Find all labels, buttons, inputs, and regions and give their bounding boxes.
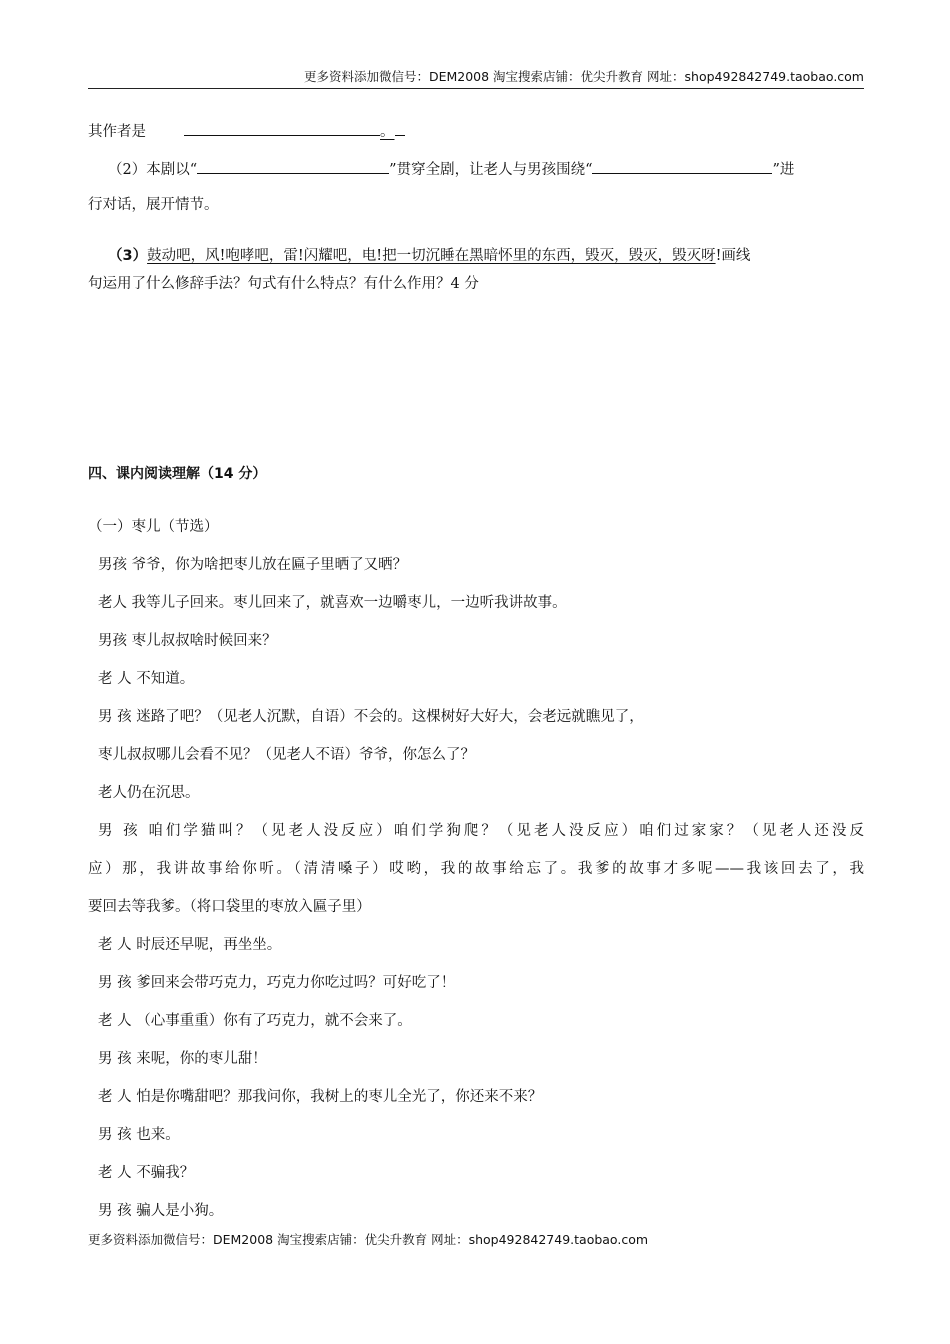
question-2-line-2: 行对话，展开情节。 xyxy=(88,197,219,213)
question-1-suffix: 。 xyxy=(380,124,395,140)
passage-line: 老人 我等儿子回来。枣儿回来了，就喜欢一边嚼枣儿，一边听我讲故事。 xyxy=(98,595,567,611)
question-3-tail: !画线 xyxy=(715,248,751,264)
passage-line: 男 孩 骗人是小狗。 xyxy=(98,1203,224,1219)
page-footer: 更多资料添加微信号：DEM2008 淘宝搜索店铺：优尖升教育 网址：shop492842749.taobao.com xyxy=(88,1232,649,1247)
question-3-line-2: 句运用了什么修辞手法？句式有什么特点？有什么作用？4 分 xyxy=(88,276,479,292)
passage-line-text: 应）那，我讲故事给你听。（清清嗓子）哎哟，我的故事给忘了。我爹的故事才多呢——我该回去了，我 xyxy=(88,861,864,877)
page-header: 更多资料添加微信号：DEM2008 淘宝搜索店铺：优尖升教育 网址：shop492842749.taobao.com xyxy=(88,68,864,89)
question-2-number: （2） xyxy=(108,162,147,178)
passage-line: 老 人 不知道。 xyxy=(98,671,195,687)
question-3-number: （3） xyxy=(108,248,148,264)
question-2-line-1 xyxy=(108,157,794,180)
section-4-title: 四、课内阅读理解（14 分） xyxy=(88,466,267,482)
passage-line xyxy=(98,821,864,841)
author-answer-blank[interactable] xyxy=(184,119,380,136)
passage-line: 枣儿叔叔哪儿会看不见？（见老人不语）爷爷，你怎么了？ xyxy=(98,747,475,763)
topic-answer-blank[interactable] xyxy=(592,157,772,174)
passage-line: 男 孩 迷路了吧？（见老人沉默，自语）不会的。这棵树好大好大，会老远就瞧见了， xyxy=(98,709,644,725)
theme-answer-blank[interactable] xyxy=(197,157,389,174)
question-1-prefix: 其作者是 xyxy=(88,124,146,140)
question-2-text-c: ”进 xyxy=(772,162,795,178)
question-2-text-a: 本剧以“ xyxy=(146,162,198,178)
passage-line: 男 孩 爹回来会带巧克力，巧克力你吃过吗？可好吃了！ xyxy=(98,975,456,991)
passage-line: 老 人 （心事重重）你有了巧克力，就不会来了。 xyxy=(98,1013,412,1029)
question-3-line-1 xyxy=(108,246,750,266)
question-1-author-line xyxy=(88,119,405,142)
passage-line: 男孩 枣儿叔叔啥时候回来？ xyxy=(98,633,277,649)
passage-line xyxy=(88,859,864,879)
passage-line: 老 人 怕是你嘴甜吧？那我问你，我树上的枣儿全光了，你还来不来？ xyxy=(98,1089,543,1105)
passage-line: 男 孩 也来。 xyxy=(98,1127,180,1143)
passage-line: 老 人 时辰还早呢，再坐坐。 xyxy=(98,937,282,953)
passage-line: 要回去等我爹。（将口袋里的枣放入匾子里） xyxy=(88,899,371,915)
passage-line-text: 男 孩 咱们学猫叫？（见老人没反应）咱们学狗爬？（见老人没反应）咱们过家家？（见老人还没反 xyxy=(98,823,864,839)
question-2-text-b: ”贯穿全剧，让老人与男孩围绕“ xyxy=(389,162,593,178)
passage-line: 男孩 爷爷，你为啥把枣儿放在匾子里晒了又晒？ xyxy=(98,557,408,573)
stage-direction: 老人仍在沉思。 xyxy=(98,785,200,801)
passage-line: 老 人 不骗我？ xyxy=(98,1165,195,1181)
question-3-underlined-quote: 鼓动吧，风!咆哮吧，雷!闪耀吧，电!把一切沉睡在黑暗怀里的东西，毁灭，毁灭，毁灭呀 xyxy=(147,248,716,264)
author-blank-tail xyxy=(395,119,405,136)
passage-subtitle: （一）枣儿（节选） xyxy=(88,519,219,535)
passage-line: 男 孩 来呢，你的枣儿甜！ xyxy=(98,1051,267,1067)
